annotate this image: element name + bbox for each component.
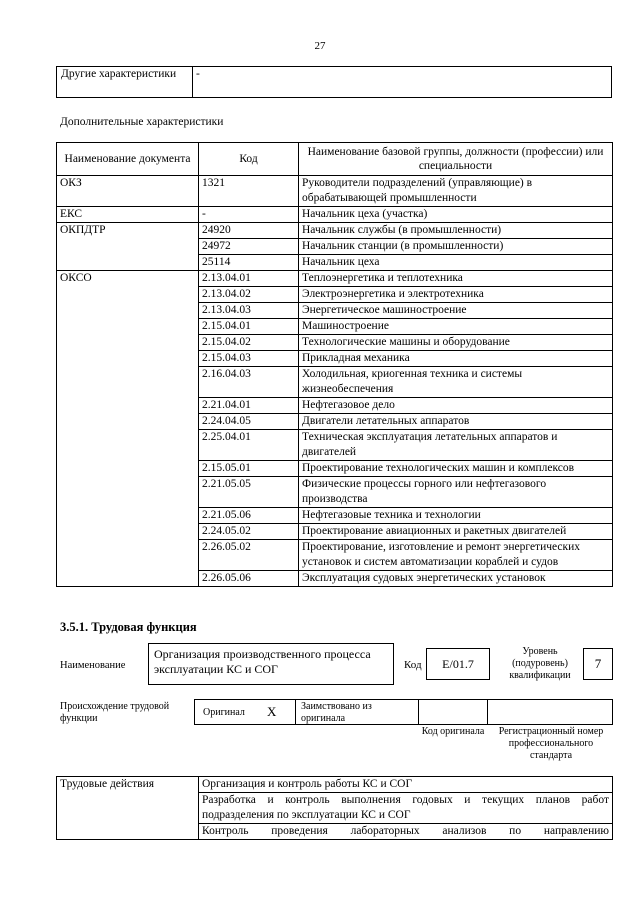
origin-row bbox=[194, 699, 613, 725]
code-cell: 2.15.04.02 bbox=[199, 335, 299, 351]
table-body bbox=[57, 176, 613, 587]
code-cell: 24972 bbox=[199, 239, 299, 255]
table-row bbox=[57, 271, 613, 287]
code-cell: 1321 bbox=[199, 176, 299, 207]
other-characteristics-value: - bbox=[193, 67, 612, 98]
group-name-cell: Техническая эксплуатация летательных аппаратов и двигателей bbox=[299, 430, 613, 461]
group-name-cell: Физические процессы горного или нефтегазового производства bbox=[299, 477, 613, 508]
code-cell: 24920 bbox=[199, 223, 299, 239]
code-cell: 2.24.05.02 bbox=[199, 524, 299, 540]
group-name-cell: Технологические машины и оборудование bbox=[299, 335, 613, 351]
labor-action-item: Разработка и контроль выполнения годовых и текущих планов работ подразделения по эксплуатации КС и СОГ bbox=[199, 793, 613, 824]
table-header-row bbox=[57, 143, 613, 176]
additional-characteristics-caption: Дополнительные характеристики bbox=[60, 116, 224, 128]
reg-number-cell bbox=[487, 699, 613, 725]
group-name-cell: Нефтегазовые техника и технологии bbox=[299, 508, 613, 524]
table-row bbox=[57, 176, 613, 207]
labor-action-item: Контроль проведения лабораторных анализов по направлению bbox=[199, 824, 613, 840]
code-cell: 2.21.04.01 bbox=[199, 398, 299, 414]
group-name-cell: Начальник станции (в промышленности) bbox=[299, 239, 613, 255]
code-cell: 2.24.04.05 bbox=[199, 414, 299, 430]
code-original-label: Код оригинала bbox=[421, 726, 485, 737]
group-name-cell: Теплоэнергетика и теплотехника bbox=[299, 271, 613, 287]
qualification-level-box: 7 bbox=[583, 648, 613, 680]
borrowed-cell bbox=[295, 699, 419, 725]
header-code: Код bbox=[199, 143, 299, 176]
code-cell: - bbox=[199, 207, 299, 223]
document-name-cell: ОКСО bbox=[57, 271, 199, 587]
table-row bbox=[57, 223, 613, 239]
group-name-cell: Проектирование технологических машин и комплексов bbox=[299, 461, 613, 477]
code-cell: 2.15.04.03 bbox=[199, 351, 299, 367]
function-name-box: Организация производственного процесса эксплуатации КС и СОГ bbox=[148, 643, 394, 685]
classification-table bbox=[56, 142, 613, 587]
function-origin-label: Происхождение трудовой функции bbox=[60, 701, 170, 724]
code-cell: 2.13.04.01 bbox=[199, 271, 299, 287]
borrowed-label: Заимствовано из оригинала bbox=[301, 701, 372, 724]
document-name-cell: ОКЗ bbox=[57, 176, 199, 207]
table-row bbox=[57, 207, 613, 223]
group-name-cell: Машиностроение bbox=[299, 319, 613, 335]
group-name-cell: Прикладная механика bbox=[299, 351, 613, 367]
header-group-name: Наименование базовой группы, должности (профессии) или специальности bbox=[299, 143, 613, 176]
qualification-level-label: Уровень (подуровень) квалификации bbox=[509, 646, 571, 681]
code-cell: 2.15.04.01 bbox=[199, 319, 299, 335]
group-name-cell: Руководители подразделений (управляющие) в обрабатывающей промышленности bbox=[299, 176, 613, 207]
code-original-cell bbox=[418, 699, 488, 725]
labor-action-item: Организация и контроль работы КС и СОГ bbox=[199, 777, 613, 793]
reg-number-label: Регистрационный номер профессионального стандарта bbox=[498, 726, 604, 761]
code-cell: 2.26.05.06 bbox=[199, 571, 299, 587]
function-code-label: Код bbox=[404, 659, 422, 671]
other-characteristics-table bbox=[56, 66, 612, 98]
group-name-cell: Холодильная, криогенная техника и системы жизнеобеспечения bbox=[299, 367, 613, 398]
group-name-cell: Начальник цеха bbox=[299, 255, 613, 271]
original-mark: X bbox=[267, 704, 277, 719]
code-cell: 2.13.04.02 bbox=[199, 287, 299, 303]
group-name-cell: Начальник цеха (участка) bbox=[299, 207, 613, 223]
function-name-label: Наименование bbox=[60, 660, 126, 671]
function-code-box: E/01.7 bbox=[426, 648, 490, 680]
original-cell bbox=[194, 699, 296, 725]
code-cell: 2.21.05.06 bbox=[199, 508, 299, 524]
page-number: 27 bbox=[314, 40, 326, 52]
code-cell: 2.26.05.02 bbox=[199, 540, 299, 571]
group-name-cell: Проектирование авиационных и ракетных двигателей bbox=[299, 524, 613, 540]
labor-actions-table bbox=[56, 776, 613, 840]
group-name-cell: Проектирование, изготовление и ремонт энергетических установок и систем автоматизации кораблей и судов bbox=[299, 540, 613, 571]
code-cell: 2.15.05.01 bbox=[199, 461, 299, 477]
header-document: Наименование документа bbox=[57, 143, 199, 176]
group-name-cell: Электроэнергетика и электротехника bbox=[299, 287, 613, 303]
group-name-cell: Нефтегазовое дело bbox=[299, 398, 613, 414]
code-cell: 2.25.04.01 bbox=[199, 430, 299, 461]
table-row bbox=[57, 777, 613, 793]
group-name-cell: Начальник службы (в промышленности) bbox=[299, 223, 613, 239]
group-name-cell: Эксплуатация судовых энергетических установок bbox=[299, 571, 613, 587]
group-name-cell: Энергетическое машиностроение bbox=[299, 303, 613, 319]
code-cell: 2.21.05.05 bbox=[199, 477, 299, 508]
function-title: 3.5.1. Трудовая функция bbox=[60, 620, 197, 634]
group-name-cell: Двигатели летательных аппаратов bbox=[299, 414, 613, 430]
other-characteristics-label: Другие характеристики bbox=[57, 67, 193, 98]
code-cell: 2.13.04.03 bbox=[199, 303, 299, 319]
code-cell: 2.16.04.03 bbox=[199, 367, 299, 398]
document-name-cell: ЕКС bbox=[57, 207, 199, 223]
code-cell: 25114 bbox=[199, 255, 299, 271]
labor-actions-label: Трудовые действия bbox=[57, 777, 199, 840]
document-name-cell: ОКПДТР bbox=[57, 223, 199, 271]
original-label: Оригинал bbox=[203, 707, 245, 718]
